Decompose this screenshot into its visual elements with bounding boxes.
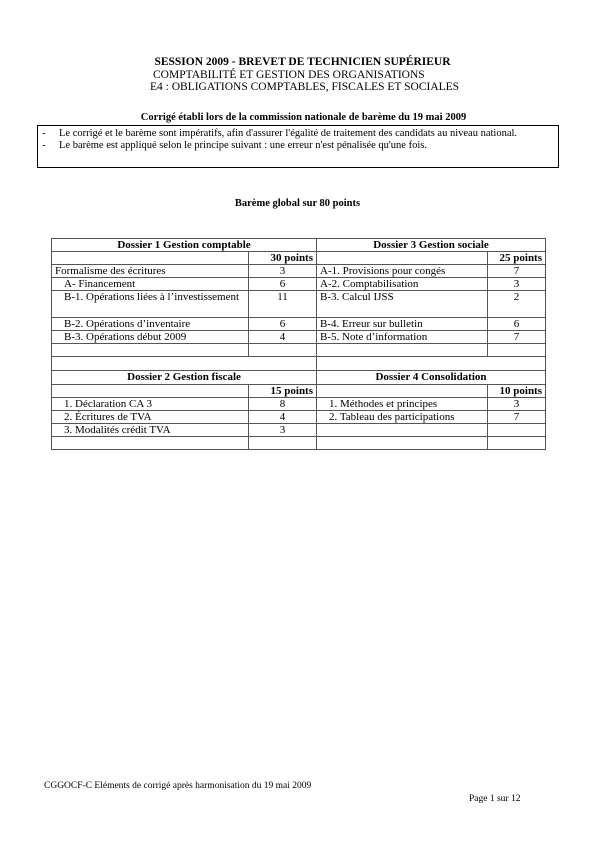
empty-cell — [488, 344, 546, 357]
d2-value: 8 — [249, 398, 317, 411]
page-number: Page 1 sur 12 — [469, 794, 521, 804]
d1-label: A- Financement — [52, 278, 249, 291]
table-row — [52, 291, 546, 318]
table-row — [52, 371, 546, 385]
table-row — [52, 357, 546, 371]
d3-label: B-5. Note d’information — [317, 331, 488, 344]
dossier1-points: 30 points — [249, 252, 317, 265]
d1-label: B-1. Opérations liées à l’investissement — [52, 291, 249, 318]
dossier3-title: Dossier 3 Gestion sociale — [317, 239, 546, 252]
d3-value: 3 — [488, 278, 546, 291]
bareme-table — [51, 238, 546, 450]
exam-unit: E4 : OBLIGATIONS COMPTABLES, FISCALES ET SOCIALES — [150, 81, 460, 93]
d4-value: 7 — [488, 411, 546, 424]
d4-label: 1. Méthodes et principes — [317, 398, 488, 411]
empty-cell — [317, 437, 488, 450]
empty-cell — [249, 344, 317, 357]
empty-cell — [52, 385, 249, 398]
table-row — [52, 265, 546, 278]
empty-cell — [488, 437, 546, 450]
table-row — [52, 424, 546, 437]
table-row — [52, 278, 546, 291]
d4-value: 3 — [488, 398, 546, 411]
d3-value: 7 — [488, 265, 546, 278]
d3-label: B-3. Calcul IJSS — [317, 291, 488, 318]
empty-cell — [249, 437, 317, 450]
table-row — [52, 398, 546, 411]
notice-box — [37, 125, 559, 168]
d1-label: Formalisme des écritures — [52, 265, 249, 278]
table-row — [52, 411, 546, 424]
d1-value: 4 — [249, 331, 317, 344]
d3-value: 7 — [488, 331, 546, 344]
table-row — [52, 344, 546, 357]
empty-cell — [52, 357, 317, 371]
session-title: SESSION 2009 - BREVET DE TECHNICIEN SUPÉRIEUR — [154, 56, 451, 68]
table-row — [52, 239, 546, 252]
empty-cell — [488, 424, 546, 437]
d1-value: 6 — [249, 318, 317, 331]
notice-item — [38, 140, 558, 152]
d3-value: 6 — [488, 318, 546, 331]
d1-value: 11 — [249, 291, 317, 318]
empty-cell — [317, 385, 488, 398]
dossier2-points: 15 points — [249, 385, 317, 398]
notice-text: Le barème est appliqué selon le principe suivant : une erreur n'est pénalisée qu'une fois. — [59, 139, 427, 151]
empty-cell — [317, 357, 546, 371]
d1-value: 6 — [249, 278, 317, 291]
exam-subject: COMPTABILITÉ ET GESTION DES ORGANISATIONS — [153, 69, 425, 81]
notice-dash: - — [42, 139, 46, 151]
empty-cell — [52, 252, 249, 265]
corrige-title: Corrigé établi lors de la commission nationale de barème du 19 mai 2009 — [140, 112, 467, 123]
footer-reference: CGGOCF-C Eléments de corrigé après harmonisation du 19 mai 2009 — [44, 781, 312, 791]
d3-value: 2 — [488, 291, 546, 318]
notice-text: Le corrigé et le barème sont impératifs, afin d'assurer l'égalité de traitement des candidats au niveau national. — [59, 128, 518, 139]
table-row — [52, 252, 546, 265]
dossier4-points: 10 points — [488, 385, 546, 398]
empty-cell — [52, 344, 249, 357]
d1-label: B-3. Opérations début 2009 — [52, 331, 249, 344]
document-header — [0, 56, 595, 93]
d4-label: 2. Tableau des participations — [317, 411, 488, 424]
d1-label: B-2. Opérations d’inventaire — [52, 318, 249, 331]
table-row — [52, 385, 546, 398]
dossier2-title: Dossier 2 Gestion fiscale — [52, 371, 317, 385]
notice-dash: - — [42, 128, 46, 139]
d2-value: 4 — [249, 411, 317, 424]
bareme-title: Barème global sur 80 points — [234, 198, 361, 209]
empty-cell — [317, 424, 488, 437]
notice-item — [38, 128, 558, 140]
dossier4-title: Dossier 4 Consolidation — [317, 371, 546, 385]
d3-label: A-2. Comptabilisation — [317, 278, 488, 291]
table-row — [52, 437, 546, 450]
d1-value: 3 — [249, 265, 317, 278]
dossier1-title: Dossier 1 Gestion comptable — [52, 239, 317, 252]
d3-label: A-1. Provisions pour congés — [317, 265, 488, 278]
d3-label: B-4. Erreur sur bulletin — [317, 318, 488, 331]
d2-value: 3 — [249, 424, 317, 437]
empty-cell — [317, 344, 488, 357]
empty-cell — [52, 437, 249, 450]
d2-label: 3. Modalités crédit TVA — [52, 424, 249, 437]
empty-cell — [317, 252, 488, 265]
table-row — [52, 331, 546, 344]
d2-label: 2. Écritures de TVA — [52, 411, 249, 424]
table-row — [52, 318, 546, 331]
d2-label: 1. Déclaration CA 3 — [52, 398, 249, 411]
dossier3-points: 25 points — [488, 252, 546, 265]
